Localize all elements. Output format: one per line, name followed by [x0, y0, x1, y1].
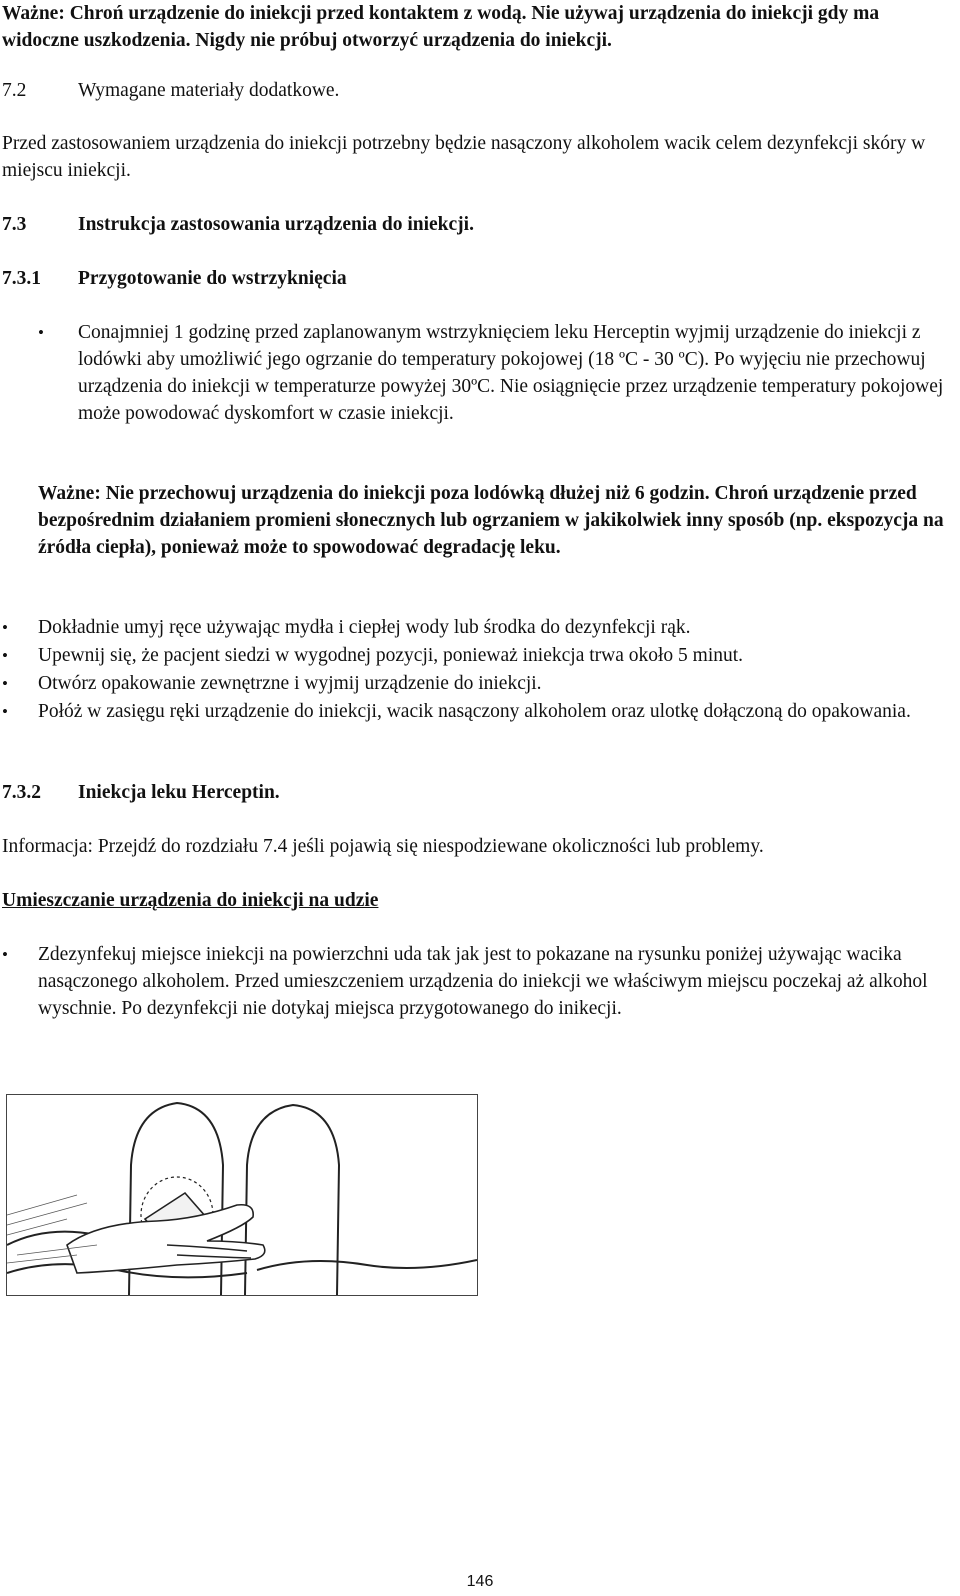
section-number: 7.3.1: [2, 268, 41, 289]
list-item: [2, 698, 952, 725]
bullet-glyph: •: [38, 323, 44, 342]
list-item: [2, 642, 952, 669]
list-item-text: Dokładnie umyj ręce używając mydła i ciepłej wody lub środka do dezynfekcji rąk.: [38, 617, 691, 638]
list-item: [2, 614, 952, 641]
list-item: [2, 941, 952, 1022]
important-note: Ważne: Nie przechowuj urządzenia do iniekcji poza lodówką dłużej niż 6 godzin. Chroń urządzenie przed bezpośrednim działaniem promieni słonecznych lub ogrzaniem w jakikolwiek inny sposób (np. ekspozycja na źródła ciepła), ponieważ może to spowodować degradację leku.: [38, 483, 944, 558]
section-7-2-heading: [2, 77, 952, 104]
section-7-3-heading: [2, 211, 952, 238]
intro-warning: Ważne: Chroń urządzenie do iniekcji przed kontaktem z wodą. Nie używaj urządzenia do iniekcji gdy ma widoczne uszkodzenia. Nigdy nie próbuj otworzyć urządzenia do iniekcji.: [2, 3, 880, 51]
thigh-disinfection-illustration: [6, 1094, 478, 1296]
section-title: Instrukcja zastosowania urządzenia do iniekcji.: [78, 214, 474, 235]
page-number: 146: [466, 1573, 494, 1590]
section-number: 7.3.2: [2, 782, 41, 803]
info-note: Informacja: Przejdź do rozdziału 7.4 jeśli pojawią się niespodziewane okoliczności lub problemy.: [2, 836, 764, 857]
section-title: Przygotowanie do wstrzyknięcia: [78, 268, 347, 289]
thigh-illustration-drawing: [7, 1095, 477, 1295]
list-item-text: Upewnij się, że pacjent siedzi w wygodnej pozycji, ponieważ iniekcja trwa około 5 minut.: [38, 645, 744, 666]
subheading: Umieszczanie urządzenia do iniekcji na udzie: [2, 890, 379, 911]
list-item-text: Połóż w zasięgu ręki urządzenie do iniekcji, wacik nasączony alkoholem oraz ulotkę dołączoną do opakowania.: [38, 701, 911, 722]
bullet-glyph: •: [2, 646, 8, 665]
bullet-glyph: •: [2, 945, 8, 964]
list-item: [2, 670, 952, 697]
section-7-3-1-heading: [2, 265, 952, 292]
section-title: Wymagane materiały dodatkowe.: [78, 80, 340, 101]
bullet-glyph: •: [2, 702, 8, 721]
list-item-text: Zdezynfekuj miejsce iniekcji na powierzchni uda tak jak jest to pokazane na rysunku poniżej używając wacika nasączonego alkoholem. Przed umieszczeniem urządzenia do iniekcji we właściwym miejscu poczekaj aż alkohol wyschnie. Po dezynfekcji nie dotykaj miejsca przygotowanego do inikecji.: [38, 944, 928, 1019]
section-number: 7.2: [2, 80, 27, 101]
list-item: [2, 319, 952, 427]
list-item-text: Conajmniej 1 godzinę przed zaplanowanym wstrzyknięciem leku Herceptin wyjmij urządzenie do iniekcji z lodówki aby umożliwić jego ogrzanie do temperatury pokojowej (18 ºC - 30 ºC). Po wyjęciu nie przechowuj urządzenia do iniekcji w temperaturze powyżej 30ºC. Nie osiągnięcie przez urządzenie temperatury pokojowej może powodować dyskomfort w czasie iniekcji.: [78, 322, 944, 424]
bullet-glyph: •: [2, 618, 8, 637]
list-item-text: Otwórz opakowanie zewnętrzne i wyjmij urządzenie do iniekcji.: [38, 673, 542, 694]
section-7-3-2-heading: [2, 779, 952, 806]
section-title: Iniekcja leku Herceptin.: [78, 782, 280, 803]
section-7-2-text: Przed zastosowaniem urządzenia do iniekcji potrzebny będzie nasączony alkoholem wacik celem dezynfekcji skóry w miejscu iniekcji.: [2, 133, 926, 181]
bullet-glyph: •: [2, 674, 8, 693]
section-number: 7.3: [2, 214, 27, 235]
